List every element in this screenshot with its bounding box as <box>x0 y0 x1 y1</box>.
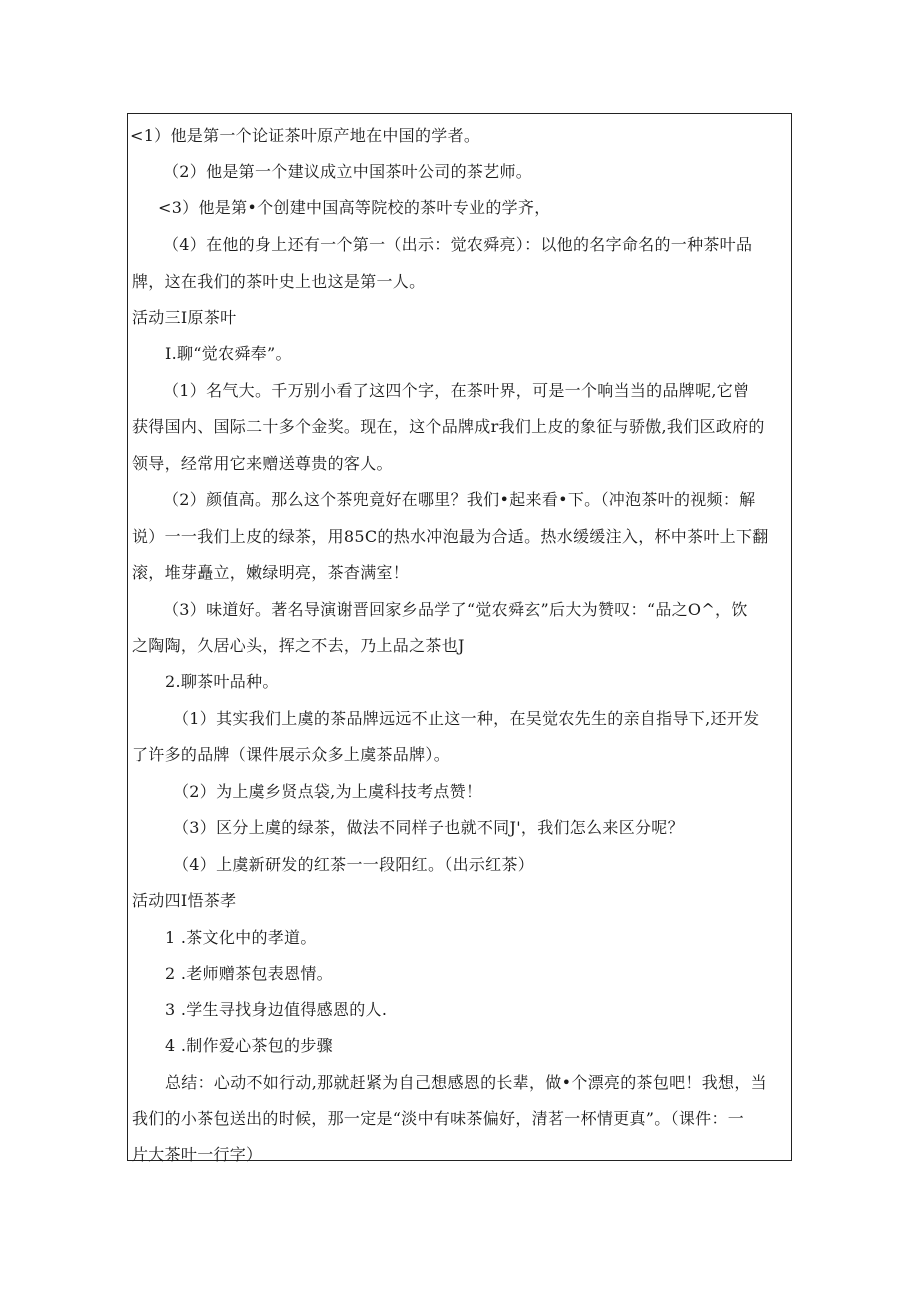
section-heading: 活动四I悟茶孝 <box>132 891 237 910</box>
content-table-cell <box>127 113 792 1164</box>
text-line: <3）他是第•个创建中国高等院校的茶叶专业的学齐， <box>158 198 551 217</box>
text-line: （1）名气大。千万别小看了这四个字，在茶叶界，可是一个响当当的品牌呢,它曾 <box>163 381 750 400</box>
section-heading: 活动三I原茶叶 <box>132 308 237 327</box>
list-item: 2 .老师赠茶包表恩情。 <box>165 964 333 983</box>
text-line: 我们的小茶包送出的时候，那一定是“淡中有味茶偏好，清茗一杯情更真”。（课件：一 <box>132 1109 745 1128</box>
list-item: 4 .制作爱心茶包的步骤 <box>165 1036 333 1055</box>
text-line: 领导，经常用它来赠送尊贵的客人。 <box>132 454 393 473</box>
text-line: （3）区分上虞的绿茶，做法不同样子也就不同J'，我们怎么来区分呢？ <box>173 818 684 837</box>
list-item: 1 .茶文化中的孝道。 <box>165 928 317 947</box>
text-line: 说）一一我们上皮的绿茶，用85C的热水冲泡最为合适。热水缓缓注入，杯中茶叶上下翻 <box>132 527 769 546</box>
text-line: （4）在他的身上还有一个第一（出示：觉农舜亮）：以他的名字命名的一种茶叶品 <box>163 235 753 254</box>
subsection-heading: 2.聊茶叶品种。 <box>165 672 279 691</box>
text-line: 之陶陶，久居心头，挥之不去，乃上品之茶也J <box>132 636 465 655</box>
text-line: 了许多的品牌（课件展示众多上虞茶品牌）。 <box>132 745 451 764</box>
text-line: （1）其实我们上虞的茶品牌远远不止这一种，在吴觉农先生的亲自指导下,还开发 <box>173 709 760 728</box>
text-line: 总结：心动不如行动,那就赶紧为自己想感恩的长辈，做•个漂亮的茶包吧！我想，当 <box>165 1073 767 1092</box>
subsection-heading: I.聊“觉农舜奉”。 <box>165 344 292 363</box>
text-line: <1）他是第一个论证茶叶原产地在中国的学者。 <box>130 126 481 145</box>
text-line: 获得国内、国际二十多个金奖。现在，这个品牌成r我们上皮的象征与骄傲,我们区政府的 <box>132 417 765 436</box>
text-line: （2）为上虞乡贤点袋,为上虞科技考点赞！ <box>173 782 483 801</box>
list-item: 3 .学生寻找身边值得感恩的人. <box>165 1000 388 1019</box>
text-line: 滚，堆芽矗立，嫩绿明亮，茶杳满室！ <box>132 563 410 582</box>
text-line: （4）上虞新研发的红茶一一段阳红。（出示红茶） <box>173 855 535 874</box>
text-line: 片大茶叶一行字） <box>132 1145 263 1164</box>
text-line: （3）味道好。著名导演谢晋回家乡品学了“觉农舜玄”后大为赞叹：“品之O^，饮 <box>163 600 748 619</box>
text-line: 牌，这在我们的茶叶史上也这是第一人。 <box>132 272 426 291</box>
text-line: （2）颜值高。那么这个茶兜竟好在哪里？我们•起来看•下。（冲泡茶叶的视频：解 <box>163 490 756 509</box>
text-line: （2）他是第一个建议成立中国茶叶公司的茶艺师。 <box>163 162 533 181</box>
